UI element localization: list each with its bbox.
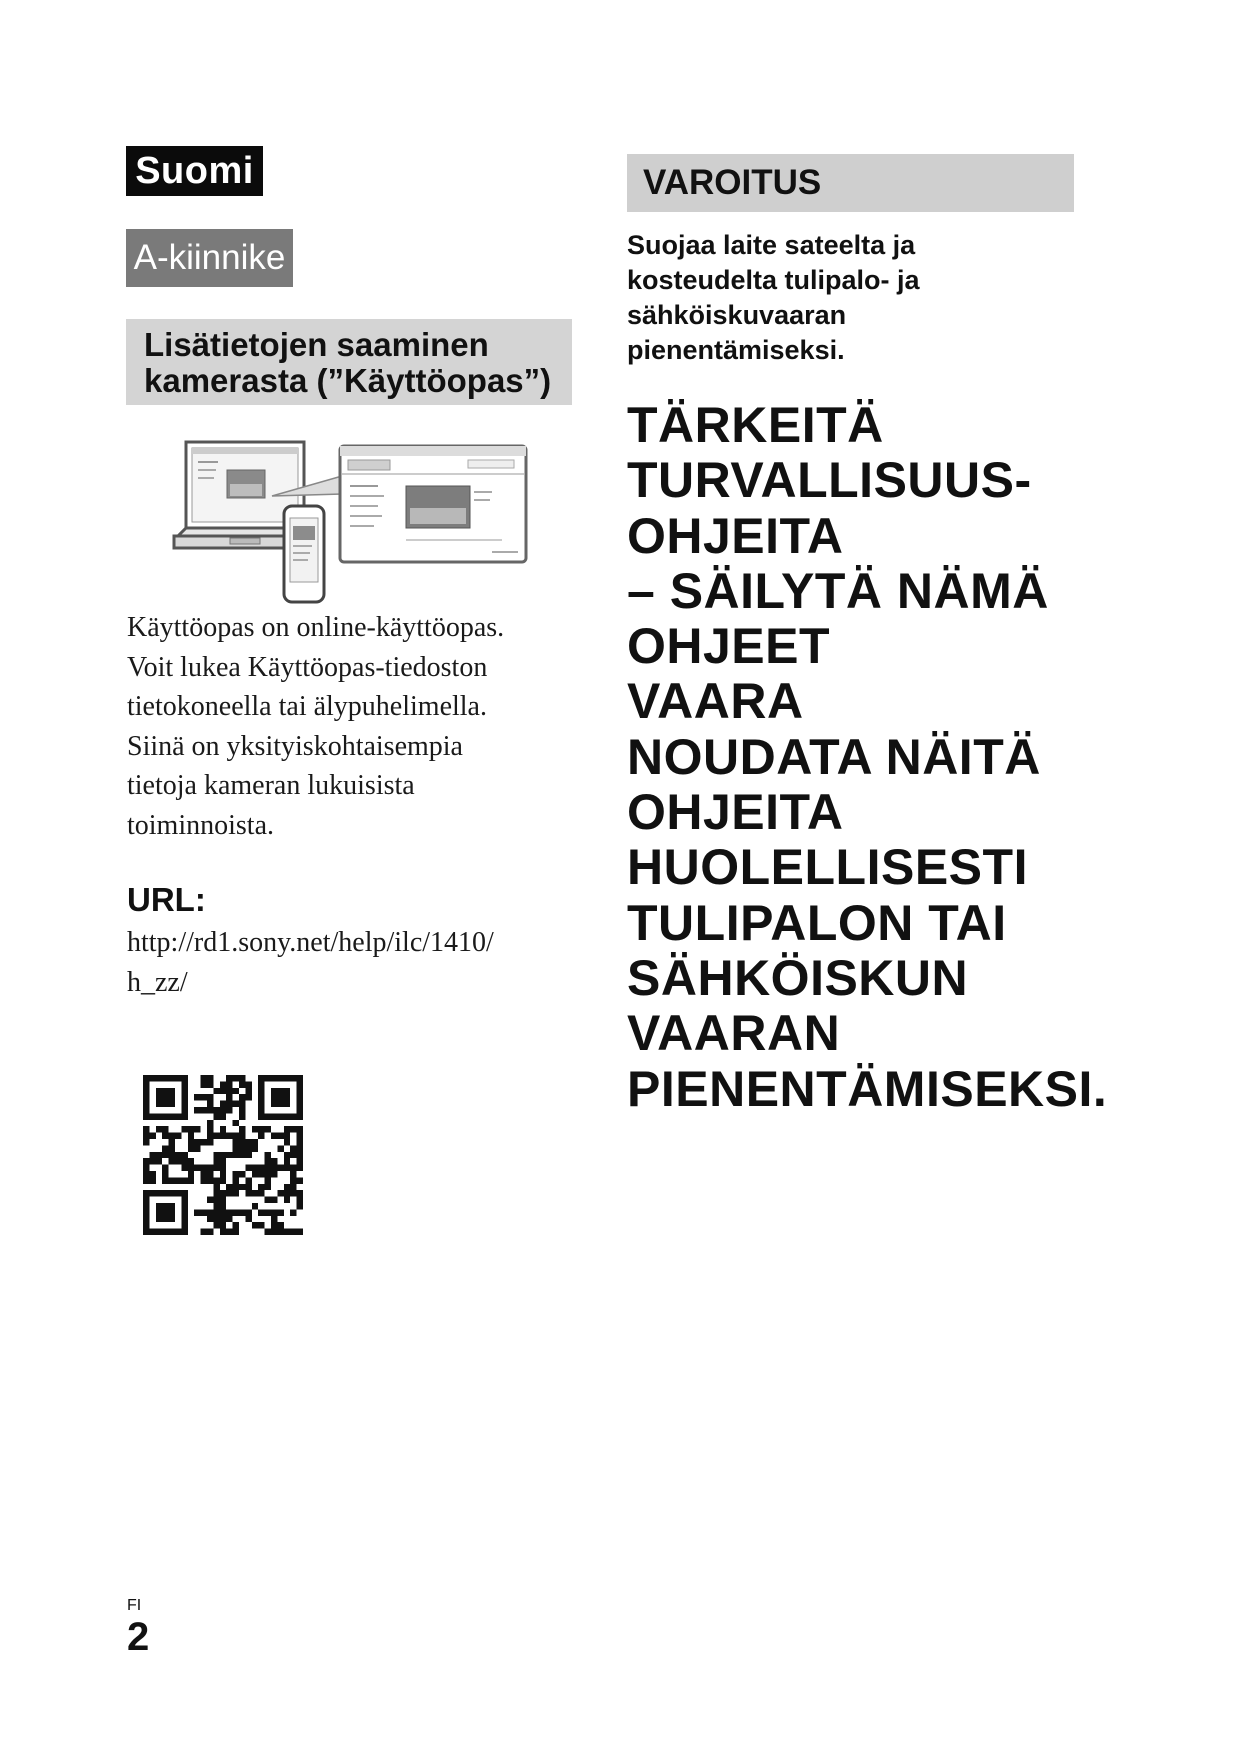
- important-safety-instructions: [627, 398, 1187, 1117]
- body-line: Voit lukea Käyttöopas-tiedoston: [127, 651, 488, 683]
- important-line: HUOLELLISESTI: [627, 839, 1028, 896]
- info-title-box: [126, 319, 572, 405]
- body-line: tietoja kameran lukuisista: [127, 770, 415, 801]
- body-text: [127, 608, 577, 845]
- important-line: OHJEITA: [627, 784, 844, 841]
- warning-line: pienentämiseksi.: [627, 335, 845, 365]
- info-title-line1: Lisätietojen saaminen: [144, 326, 489, 363]
- url-link[interactable]: [127, 923, 587, 1003]
- section-tag: A-kiinnike: [126, 229, 293, 287]
- warning-text: [627, 228, 1077, 368]
- footer-language-code: FI: [127, 1597, 142, 1614]
- important-line: NOUDATA NÄITÄ: [627, 728, 1041, 785]
- important-line: – SÄILYTÄ NÄMÄ: [627, 562, 1049, 619]
- qr-code: [143, 1075, 303, 1235]
- url-line: h_zz/: [127, 967, 188, 998]
- url-line: http://rd1.sony.net/help/ilc/1410/: [127, 927, 494, 958]
- important-line: TURVALLISUUS-: [627, 452, 1032, 509]
- important-line: SÄHKÖISKUN: [627, 949, 969, 1006]
- computer-smartphone-help-guide-illustration: [172, 436, 532, 606]
- language-tag: Suomi: [126, 146, 263, 196]
- important-line: OHJEET: [627, 618, 831, 675]
- important-line: TULIPALON TAI: [627, 894, 1007, 951]
- important-line: VAARA: [627, 673, 804, 730]
- important-line: PIENENTÄMISEKSI.: [627, 1060, 1108, 1117]
- page-number: 2: [127, 1615, 150, 1659]
- url-label: URL:: [127, 881, 206, 918]
- warning-line: sähköiskuvaaran: [627, 300, 847, 330]
- important-line: TÄRKEITÄ: [627, 397, 884, 453]
- warning-heading: VAROITUS: [627, 154, 1074, 212]
- warning-line: kosteudelta tulipalo- ja: [627, 265, 920, 295]
- warning-line: Suojaa laite sateelta ja: [627, 230, 916, 260]
- body-line: Käyttöopas on online-käyttöopas.: [127, 612, 505, 643]
- body-line: Siinä on yksityiskohtaisempia: [127, 730, 463, 762]
- info-title-line2: kamerasta (”Käyttöopas”): [144, 362, 552, 399]
- body-line: toiminnoista.: [127, 809, 274, 841]
- important-line: OHJEITA: [627, 507, 844, 564]
- important-line: VAARAN: [627, 1005, 841, 1062]
- body-line: tietokoneella tai älypuhelimella.: [127, 691, 487, 722]
